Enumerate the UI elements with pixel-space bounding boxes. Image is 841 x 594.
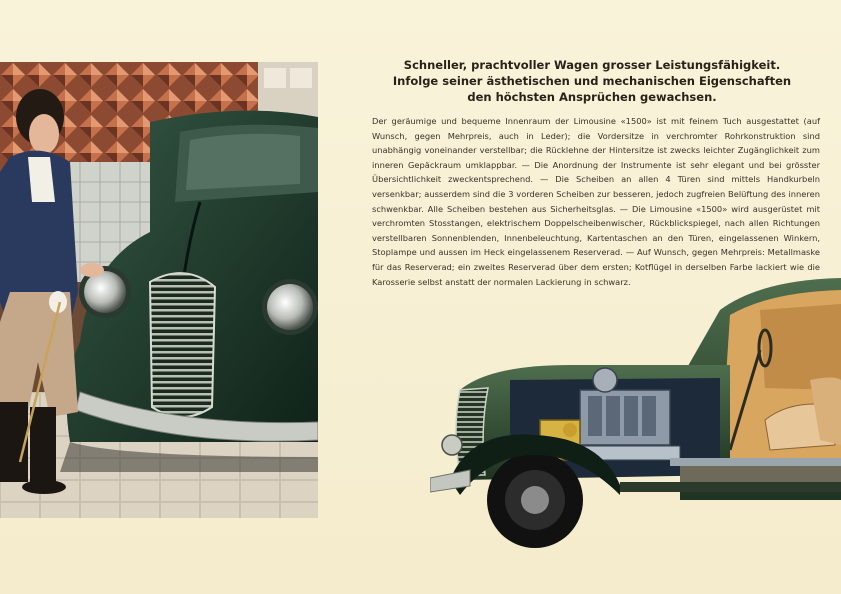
- photo-illustration: [0, 62, 318, 518]
- headline: [362, 57, 822, 105]
- headline-line-2: Infolge seiner ästhetischen und mechanischen Eigenschaften: [392, 74, 792, 88]
- photo-woman-with-car: [0, 62, 318, 518]
- body-paragraph: Der geräumige und bequeme Innenraum der Limousine «1500» ist mit feinem Tuch ausgestattet (auf Wunsch, gegen Mehrpreis, auch in Leder); die Vordersitze in verchromter Rohrkonstruktion sind unabhängig voneinander verstellbar; die Rücklehne der Hintersitze ist zwecks leichter Zugänglichkeit zum inneren Gepäckraum umklappbar. — Die Anordnung der Instrumente ist sehr elegant und bei grösster Übersichtlichkeit zweckentsprechend. — Die Scheiben an allen 4 Türen sind mittels Handkurbeln versenkbar; ausserdem sind die 3 vorderen Scheiben zur besseren, jedoch zugfreien Belüftung des inneren schwenkbar. Alle Scheiben bestehen aus Sicherheitsglas. — Die Limousine «1500» wird ausgerüstet mit verchromten Stosstangen, elektrischem Doppelscheibenwischer, Rückblickspiegel, nach allen Richtungen verstellbaren Sonnenblenden, Innenbeleuchtung, Kartentaschen an den Türen, eingelassenen Winkern, Stoplampe und aussen im Heck eingelassenem Reserverad. — Auf Wunsch, gegen Mehrpreis: Metallmaske für das Reserverad; ein zweites Reserverad über dem ersten; Kotflügel in derselben Farbe lackiert wie die Karosserie selbst anstatt der normalen Lackierung in schwarz.: [372, 116, 820, 287]
- cutaway-drawing: [430, 270, 841, 560]
- headline-line-3: den höchsten Ansprüchen gewachsen.: [467, 90, 717, 104]
- body-text: [372, 114, 820, 289]
- cutaway-car-illustration: [430, 270, 841, 560]
- headline-line-1: Schneller, prachtvoller Wagen grosser Leistungsfähigkeit.: [403, 58, 781, 72]
